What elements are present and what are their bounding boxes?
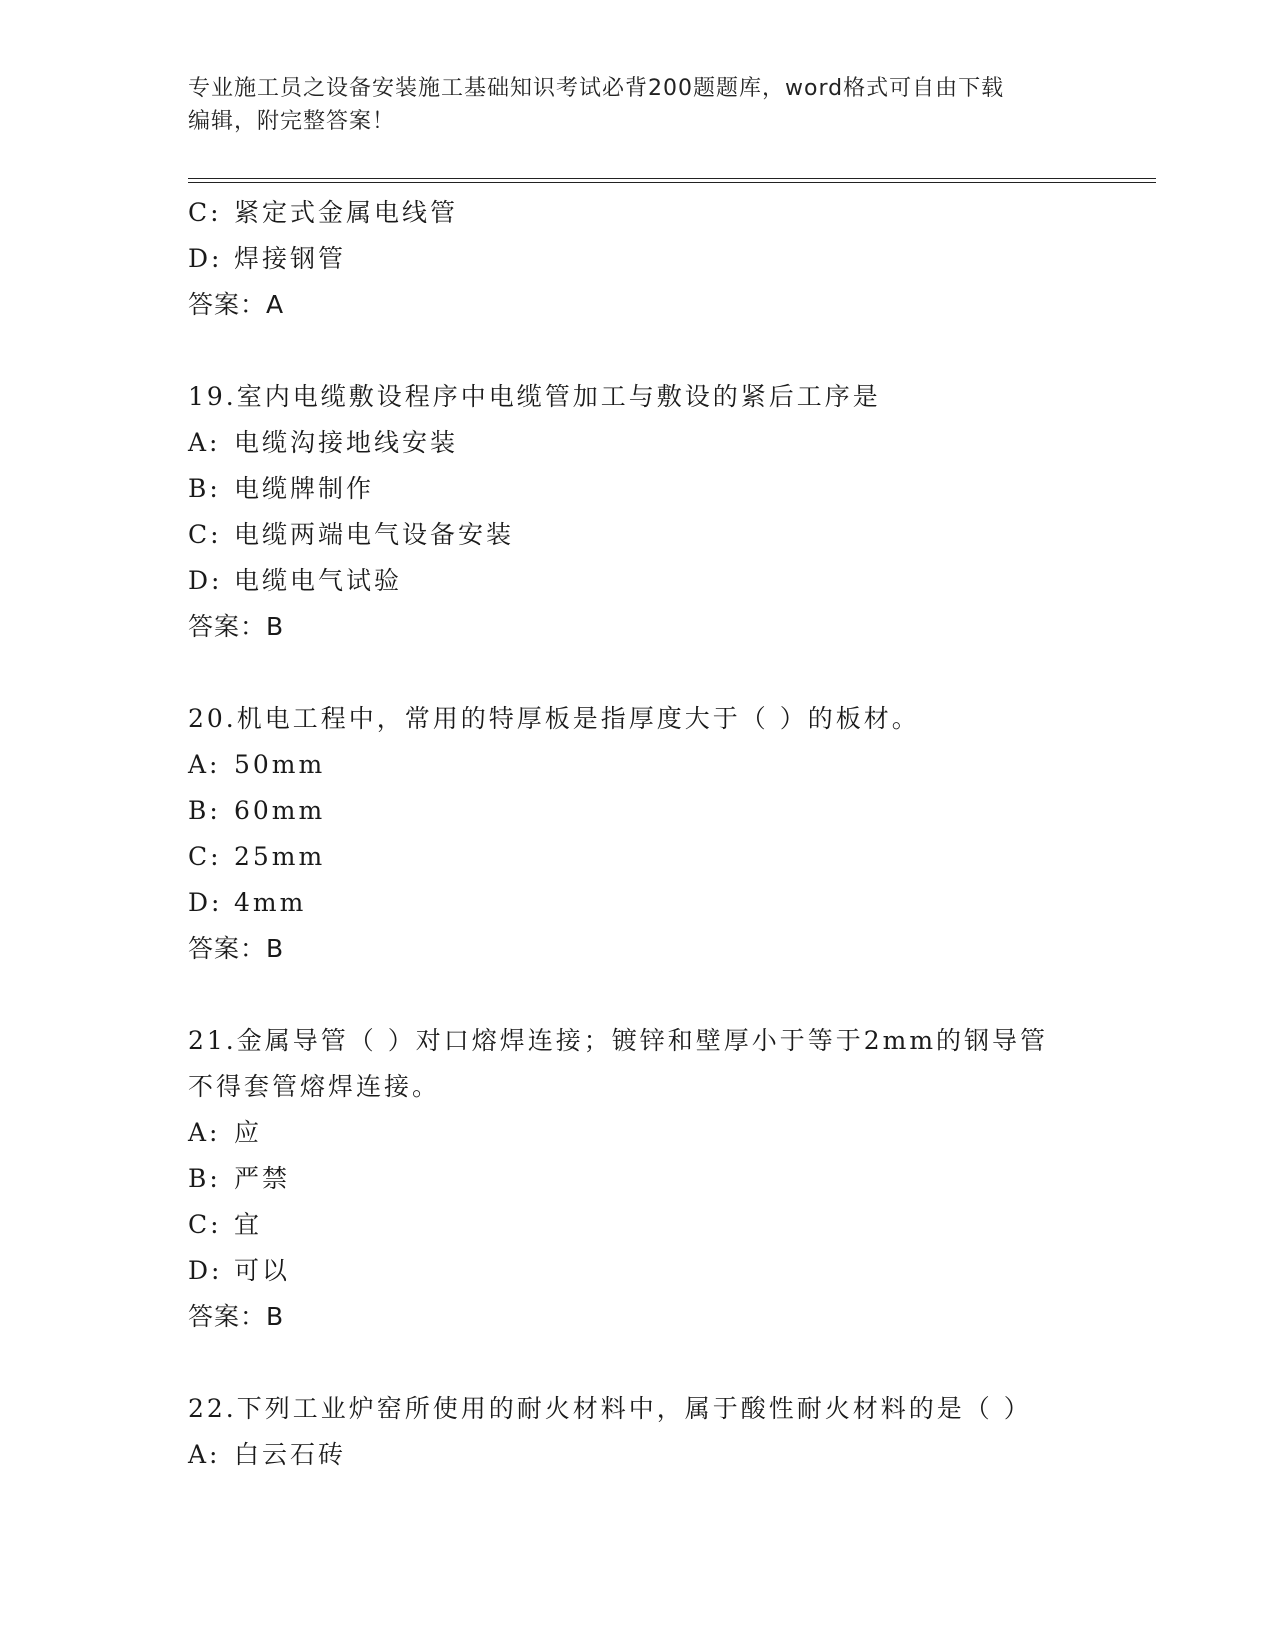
- header-double-rule: [188, 178, 1156, 183]
- option-letter: A:: [188, 1440, 221, 1469]
- option-letter: B:: [188, 474, 221, 503]
- spacer: [188, 972, 1088, 1018]
- question-content: [188, 190, 1088, 1478]
- header-line-1: 专业施工员之设备安装施工基础知识考试必背200题题库，word格式可自由下载: [188, 76, 1005, 101]
- rule-line: [188, 182, 1156, 183]
- option-text: 电缆电气试验: [234, 566, 403, 595]
- option-letter: B:: [188, 1164, 221, 1193]
- option-text: 电缆牌制作: [234, 474, 375, 503]
- option-letter: C:: [188, 1210, 222, 1239]
- option-text: 电缆两端电气设备安装: [234, 520, 515, 549]
- option-c: [188, 512, 1088, 558]
- option-d: [188, 558, 1088, 604]
- option-text: 焊接钢管: [234, 244, 347, 273]
- option-text: 60mm: [234, 796, 326, 825]
- option-text: 紧定式金属电线管: [234, 198, 459, 227]
- option-text: 25mm: [234, 842, 326, 871]
- question-text: 20.机电工程中，常用的特厚板是指厚度大于（ ）的板材。: [188, 704, 920, 733]
- option-letter: D:: [188, 566, 223, 595]
- option-text: 4mm: [234, 888, 307, 917]
- option-b: [188, 466, 1088, 512]
- spacer: [188, 328, 1088, 374]
- option-text: 50mm: [234, 750, 326, 779]
- question-text: 19.室内电缆敷设程序中电缆管加工与敷设的紧后工序是: [188, 382, 881, 411]
- answer-line: 答案：A: [188, 290, 285, 319]
- option-d: [188, 880, 1088, 926]
- option-d: [188, 236, 1088, 282]
- option-c: [188, 834, 1088, 880]
- prev-question-block: [188, 190, 1088, 328]
- question-text: 22.下列工业炉窑所使用的耐火材料中，属于酸性耐火材料的是（ ）: [188, 1394, 1032, 1423]
- option-b: [188, 788, 1088, 834]
- option-text: 电缆沟接地线安装: [234, 428, 459, 457]
- question-19: [188, 374, 1088, 650]
- rule-line: [188, 178, 1156, 179]
- option-letter: A:: [188, 428, 221, 457]
- option-a: [188, 742, 1088, 788]
- question-text: 21.金属导管（ ）对口熔焊连接；镀锌和壁厚小于等于2mm的钢导管: [188, 1026, 1049, 1055]
- answer-line: 答案：B: [188, 612, 285, 641]
- option-letter: C:: [188, 198, 222, 227]
- option-c: [188, 1202, 1088, 1248]
- option-text: 严禁: [234, 1164, 291, 1193]
- document-header: [188, 72, 1088, 138]
- option-d: [188, 1248, 1088, 1294]
- option-letter: A:: [188, 750, 221, 779]
- option-a: [188, 420, 1088, 466]
- question-21: [188, 1018, 1088, 1340]
- option-letter: D:: [188, 888, 223, 917]
- answer-line: 答案：B: [188, 1302, 285, 1331]
- option-letter: B:: [188, 796, 221, 825]
- question-20: [188, 696, 1088, 972]
- option-a: [188, 1110, 1088, 1156]
- option-letter: C:: [188, 842, 222, 871]
- header-line-2: 编辑，附完整答案！: [188, 109, 396, 134]
- spacer: [188, 650, 1088, 696]
- option-letter: C:: [188, 520, 222, 549]
- option-b: [188, 1156, 1088, 1202]
- option-text: 应: [234, 1118, 263, 1147]
- spacer: [188, 1340, 1088, 1386]
- option-text: 白云石砖: [234, 1440, 347, 1469]
- question-22: [188, 1386, 1088, 1478]
- answer-line: 答案：B: [188, 934, 285, 963]
- option-letter: D:: [188, 244, 223, 273]
- option-a: [188, 1432, 1088, 1478]
- option-c: [188, 190, 1088, 236]
- option-letter: A:: [188, 1118, 221, 1147]
- option-text: 宜: [234, 1210, 263, 1239]
- option-text: 可以: [234, 1256, 291, 1285]
- question-text-cont: 不得套管熔焊连接。: [188, 1072, 441, 1101]
- option-letter: D:: [188, 1256, 223, 1285]
